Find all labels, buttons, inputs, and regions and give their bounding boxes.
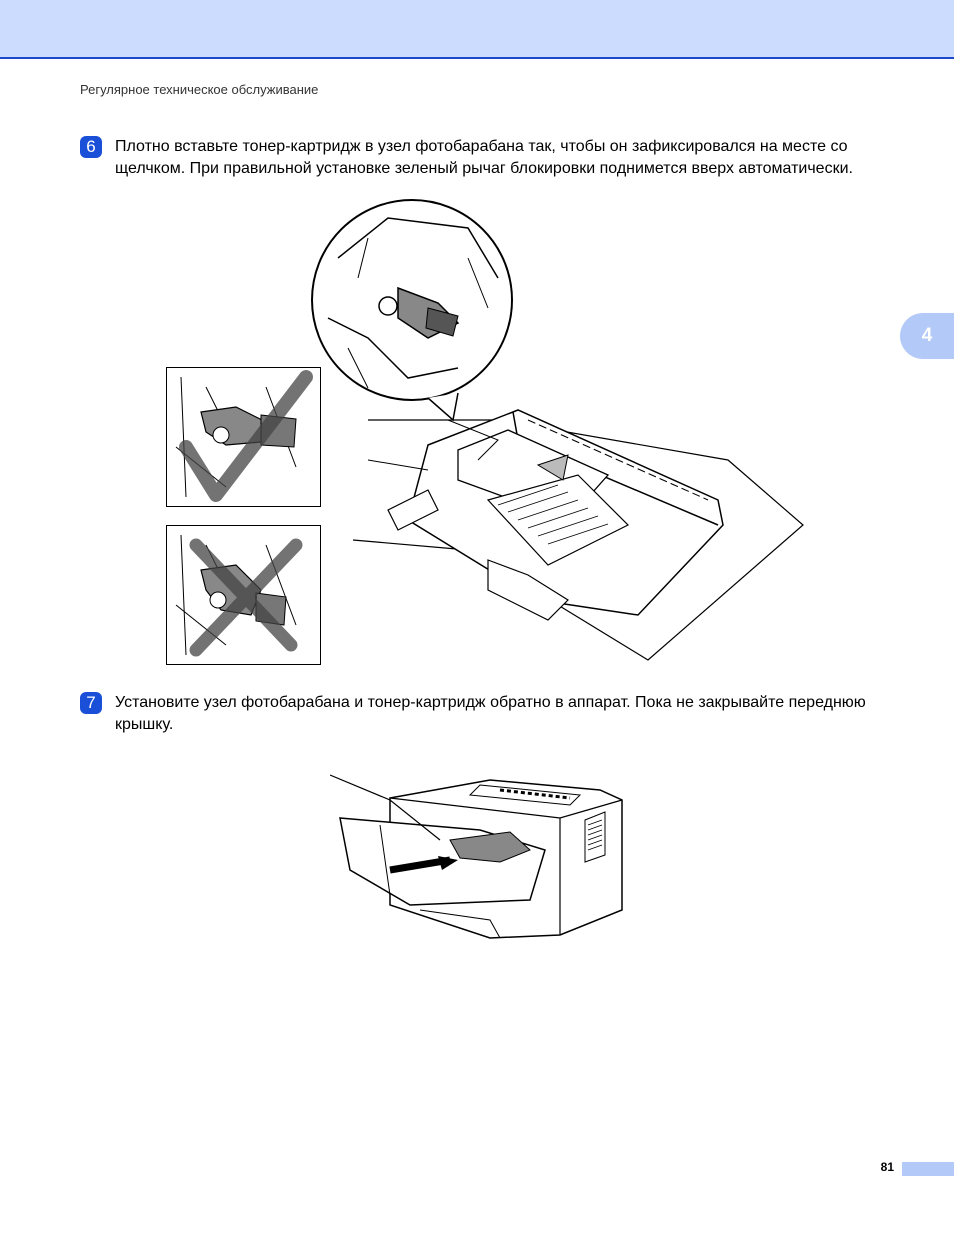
chapter-tab[interactable]: 4 [900, 313, 954, 359]
correct-position-illustration [166, 367, 321, 507]
page-number: 81 [880, 1160, 894, 1174]
step-7-text: Установите узел фотобарабана и тонер-картридж обратно в аппарат. Пока не закрывайте переднюю крышку. [115, 694, 866, 733]
section-header: Регулярное техническое обслуживание [80, 82, 319, 97]
lever-closeup-illustration [308, 198, 520, 428]
incorrect-position-illustration [166, 525, 321, 665]
drum-unit-illustration [348, 400, 808, 662]
step-6-text: Плотно вставьте тонер-картридж в узел фотобарабана так, чтобы он зафиксировался на месте со щелчком. При правильной установке зеленый рычаг блокировки поднимется вверх автоматически. [115, 138, 853, 177]
step-6-badge: 6 [80, 136, 102, 158]
step-7-badge: 7 [80, 692, 102, 714]
printer-illustration [330, 770, 625, 942]
page-number-bar [902, 1162, 954, 1176]
top-header-band [0, 0, 954, 59]
